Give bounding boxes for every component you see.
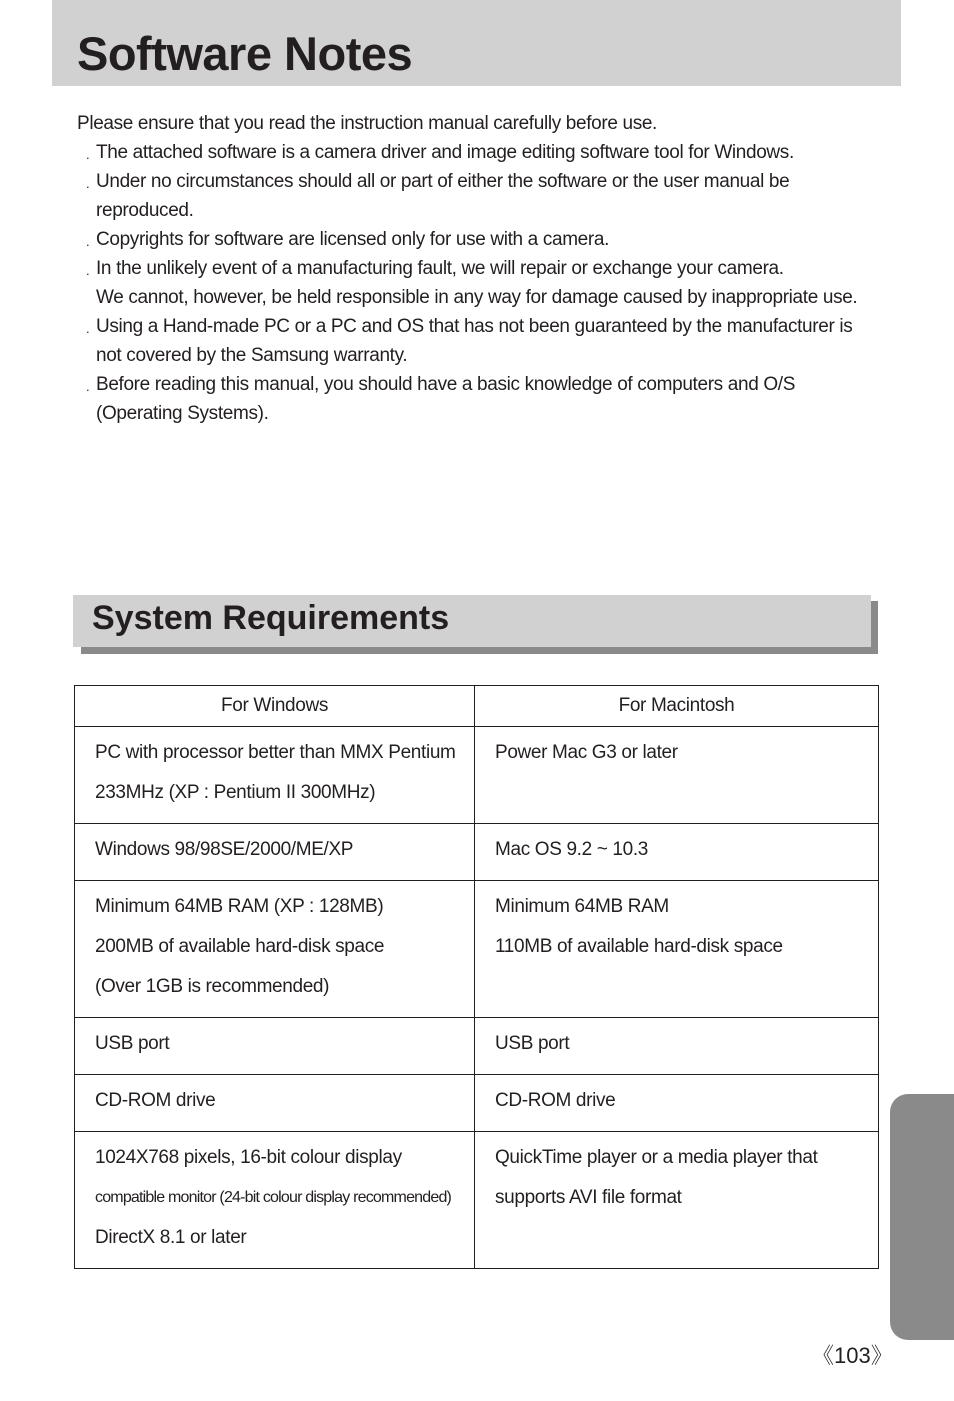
cell-line: Minimum 64MB RAM	[495, 896, 669, 917]
table-row	[75, 881, 879, 1018]
windows-cell	[75, 1018, 475, 1075]
note-item	[77, 370, 897, 428]
notes-list	[77, 138, 897, 428]
note-line: Copyrights for software are licensed only for use with a camera.	[96, 229, 610, 250]
note-line: In the unlikely event of a manufacturing fault, we will repair or exchange your camera.	[96, 258, 784, 279]
cell-line: 233MHz (XP : Pentium II 300MHz)	[95, 782, 376, 803]
mac-cell	[475, 1018, 879, 1075]
windows-cell	[75, 824, 475, 881]
windows-cell	[75, 1075, 475, 1132]
note-line: We cannot, however, be held responsible in any way for damage caused by inappropriate use.	[96, 287, 858, 308]
cell-line: DirectX 8.1 or later	[95, 1227, 247, 1248]
note-line: Under no circumstances should all or part of either the software or the user manual be	[96, 171, 790, 192]
cell-line: Windows 98/98SE/2000/ME/XP	[95, 839, 354, 860]
cell-line: supports AVI file format	[495, 1187, 682, 1208]
bullet-dot: .	[86, 321, 90, 336]
note-line: (Operating Systems).	[96, 403, 269, 424]
bullet-dot: .	[86, 176, 90, 191]
section-band-shadow	[81, 647, 878, 654]
column-header-windows: For Windows	[75, 686, 475, 727]
chapter-side-tab	[890, 1094, 954, 1340]
note-item	[77, 225, 897, 254]
mac-cell	[475, 881, 879, 1018]
cell-line: (Over 1GB is recommended)	[95, 976, 330, 997]
note-line: The attached software is a camera driver and image editing software tool for Windows.	[96, 142, 794, 163]
cell-line: Power Mac G3 or later	[495, 742, 678, 763]
note-line: not covered by the Samsung warranty.	[96, 345, 408, 366]
table-row	[75, 1075, 879, 1132]
cell-line: compatible monitor (24-bit colour display recommended)	[95, 1189, 452, 1206]
note-item	[77, 254, 897, 312]
bullet-dot: .	[86, 147, 90, 162]
cell-line: CD-ROM drive	[495, 1090, 616, 1111]
page-number: 《103》	[812, 1343, 893, 1368]
note-line: reproduced.	[96, 200, 194, 221]
page-title: Software Notes	[77, 27, 413, 80]
cell-line: USB port	[95, 1033, 170, 1054]
bullet-dot: .	[86, 263, 90, 278]
intro-lead: Please ensure that you read the instruction manual carefully before use.	[77, 113, 657, 134]
cell-line: Mac OS 9.2 ~ 10.3	[495, 839, 648, 860]
bullet-dot: .	[86, 234, 90, 249]
cell-line: QuickTime player or a media player that	[495, 1147, 818, 1168]
section-title: System Requirements	[92, 599, 450, 637]
mac-cell	[475, 1075, 879, 1132]
cell-line: Minimum 64MB RAM (XP : 128MB)	[95, 896, 384, 917]
cell-line: 200MB of available hard-disk space	[95, 936, 385, 957]
cell-line: CD-ROM drive	[95, 1090, 216, 1111]
mac-cell	[475, 824, 879, 881]
mac-cell	[475, 1132, 879, 1269]
software-notes-intro	[77, 109, 897, 428]
cell-line: PC with processor better than MMX Pentium	[95, 742, 456, 763]
cell-line: 1024X768 pixels, 16-bit colour display	[95, 1147, 402, 1168]
system-requirements-table	[74, 685, 879, 1269]
cell-line: USB port	[495, 1033, 570, 1054]
bullet-dot: .	[86, 379, 90, 394]
note-line: Before reading this manual, you should have a basic knowledge of computers and O/S	[96, 374, 796, 395]
column-header-macintosh: For Macintosh	[475, 686, 879, 727]
windows-cell	[75, 881, 475, 1018]
table-header-row	[75, 686, 879, 727]
mac-cell	[475, 727, 879, 824]
note-line: Using a Hand-made PC or a PC and OS that has not been guaranteed by the manufacturer is	[96, 316, 853, 337]
windows-cell	[75, 727, 475, 824]
note-item	[77, 312, 897, 370]
table-row	[75, 1132, 879, 1269]
table-row	[75, 1018, 879, 1075]
table-row	[75, 727, 879, 824]
windows-cell	[75, 1132, 475, 1269]
table-row	[75, 824, 879, 881]
note-item	[77, 167, 897, 225]
note-item	[77, 138, 897, 167]
cell-line: 110MB of available hard-disk space	[495, 936, 783, 957]
